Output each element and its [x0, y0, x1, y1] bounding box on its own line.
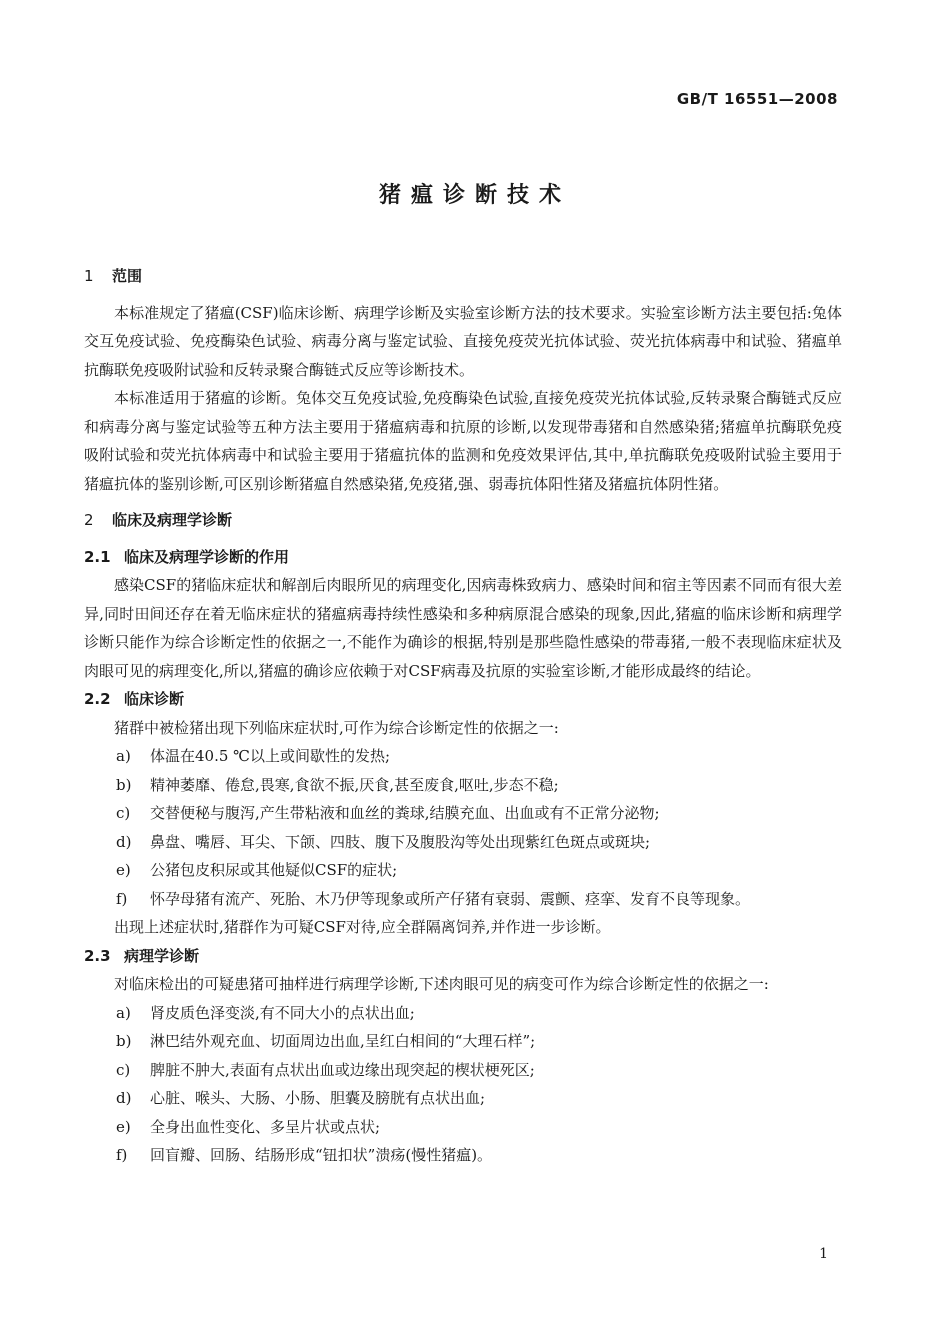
list-text: 怀孕母猪有流产、死胎、木乃伊等现象或所产仔猪有衰弱、震颤、痉挛、发育不良等现象。 [150, 889, 751, 908]
list-label: e) [116, 1117, 131, 1136]
list-item [84, 1141, 842, 1170]
section-number: 1 [84, 267, 94, 285]
list-label: d) [116, 1089, 132, 1107]
list-item [84, 999, 842, 1028]
paragraph: 对临床检出的可疑患猪可抽样进行病理学诊断,下述肉眼可见的病变可作为综合诊断定性的依据之一: [114, 975, 769, 993]
list-item [84, 1084, 842, 1113]
list-item [84, 1056, 842, 1085]
list-text: 精神萎靡、倦怠,畏寒,食欲不振,厌食,甚至废食,呕吐,步态不稳; [150, 775, 559, 794]
subsection-2-3-heading [84, 942, 842, 971]
list-item [84, 828, 842, 857]
list-label: a) [116, 1003, 131, 1022]
paragraph: 猪群中被检猪出现下列临床症状时,可作为综合诊断定性的依据之一: [114, 718, 559, 737]
list-label: a) [116, 747, 131, 765]
list-label: c) [116, 804, 131, 822]
document-body [84, 262, 842, 1170]
list-item [84, 742, 842, 771]
subsection-2-2-heading [84, 685, 842, 714]
subsection-title: 临床及病理学诊断的作用 [124, 547, 290, 566]
lesion-list [84, 999, 842, 1170]
paragraph: 本标准规定了猪瘟(CSF)临床诊断、病理学诊断及实验室诊断方法的技术要求。实验室诊断方法主要包括:兔体交互免疫试验、免疫酶染色试验、病毒分离与鉴定试验、直接免疫荧光抗体试验、荧光抗体病毒中和试验、猪瘟单抗酶联免疫吸附试验和反转录聚合酶链式反应等诊断技术。 [84, 303, 842, 379]
paragraph: 感染CSF的猪临床症状和解剖后肉眼所见的病理变化,因病毒株致病力、感染时间和宿主等因素不同而有很大差异,同时田间还存在着无临床症状的猪瘟病毒持续性感染和多种病原混合感染的现象,因此,猪瘟的临床诊断和病理学诊断只能作为综合诊断定性的依据之一,不能作为确诊的根据,特别是那些隐性感染的带毒猪,一般不表现临床症状及肉眼可见的病理变化,所以,猪瘟的确诊应依赖于对CSF病毒及抗原的实验室诊断,才能形成最终的结论。 [84, 576, 842, 680]
paragraph: 出现上述症状时,猪群作为可疑CSF对待,应全群隔离饲养,并作进一步诊断。 [114, 918, 611, 936]
list-item [84, 856, 842, 885]
list-label: f) [116, 1146, 128, 1164]
list-label: b) [116, 775, 132, 794]
symptom-list [84, 742, 842, 913]
list-text: 淋巴结外观充血、切面周边出血,呈红白相间的“大理石样”; [150, 1032, 536, 1050]
standard-code: GB/T 16551—2008 [676, 90, 838, 108]
list-item [84, 799, 842, 828]
section-1-heading [84, 262, 842, 291]
list-item [84, 1027, 842, 1056]
list-label: c) [116, 1060, 131, 1079]
list-text: 公猪包皮积尿或其他疑似CSF的症状; [150, 861, 398, 879]
list-item [84, 885, 842, 914]
list-text: 肾皮质色泽变淡,有不同大小的点状出血; [150, 1003, 415, 1022]
list-text: 全身出血性变化、多呈片状或点状; [150, 1117, 381, 1136]
subsection-number: 2.1 [84, 547, 111, 566]
list-text: 体温在40.5 ℃以上或间歇性的发热; [150, 747, 391, 765]
section-title: 范围 [112, 267, 143, 285]
list-text: 鼻盘、嘴唇、耳尖、下颌、四肢、腹下及腹股沟等处出现紫红色斑点或斑块; [150, 832, 651, 851]
list-text: 心脏、喉头、大肠、小肠、胆囊及膀胱有点状出血; [150, 1089, 486, 1107]
section-2-heading [84, 506, 842, 535]
section-number: 2 [84, 511, 94, 529]
document-title: 猪瘟诊断技术 [378, 183, 571, 208]
subsection-title: 病理学诊断 [124, 946, 200, 965]
list-item [84, 1113, 842, 1142]
list-label: b) [116, 1032, 132, 1050]
list-text: 交替便秘与腹泻,产生带粘液和血丝的粪球,结膜充血、出血或有不正常分泌物; [150, 804, 660, 822]
subsection-title: 临床诊断 [124, 690, 185, 708]
paragraph: 本标准适用于猪瘟的诊断。兔体交互免疫试验,免疫酶染色试验,直接免疫荧光抗体试验,反转录聚合酶链式反应和病毒分离与鉴定试验等五种方法主要用于猪瘟病毒和抗原的诊断,以发现带毒猪和自然感染猪;猪瘟单抗酶联免疫吸附试验和荧光抗体病毒中和试验主要用于猪瘟抗体的监测和免疫效果评估,其中,单抗酶联免疫吸附试验主要用于猪瘟抗体的鉴别诊断,可区别诊断猪瘟自然感染猪,免疫猪,强、弱毒抗体阳性猪及猪瘟抗体阴性猪。 [84, 389, 842, 493]
section-title: 临床及病理学诊断 [112, 511, 233, 529]
list-label: e) [116, 861, 131, 879]
page-number: 1 [819, 1246, 828, 1262]
list-text: 回盲瓣、回肠、结肠形成“钮扣状”溃疡(慢性猪瘟)。 [150, 1146, 493, 1164]
list-label: d) [116, 832, 132, 851]
list-item [84, 771, 842, 800]
subsection-number: 2.3 [84, 946, 111, 965]
subsection-2-1-heading [84, 543, 842, 572]
subsection-number: 2.2 [84, 690, 111, 708]
list-label: f) [116, 889, 128, 908]
list-text: 脾脏不肿大,表面有点状出血或边缘出现突起的楔状梗死区; [150, 1060, 535, 1079]
